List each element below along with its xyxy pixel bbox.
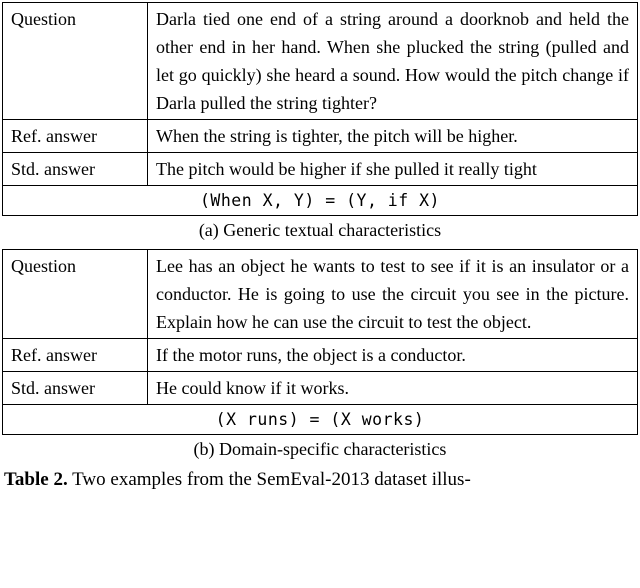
table-caption [2,468,638,492]
subtable-caption-a: (a) Generic textual characteristics [198,220,442,240]
row-content-ref-answer-b: If the motor runs, the object is a conductor. [148,339,638,372]
pattern-row-b [3,405,638,435]
table-generic-characteristics [2,2,638,216]
table-row-question-b [3,250,638,339]
row-label-std-answer-a: Std. answer [3,153,148,186]
table-row-std-answer-a [3,153,638,186]
pattern-row-a [3,186,638,216]
table-domain-characteristics [2,249,638,435]
table-caption-text: Two examples from the SemEval-2013 dataset illus- [72,469,471,490]
table-row-question-a [3,3,638,120]
row-label-std-answer-b: Std. answer [3,372,148,405]
row-content-std-answer-b: He could know if it works. [148,372,638,405]
row-content-question-a: Darla tied one end of a string around a doorknob and held the other end in her hand. When she plucked the string (pulled and let go quickly) she heard a sound. How would the pitch change if Darla pulled the string tighter? [148,3,638,120]
pattern-text-a: (When X, Y) = (Y, if X) [3,186,638,216]
table-caption-label: Table 2. [4,469,68,490]
row-content-question-b: Lee has an object he wants to test to see if it is an insulator or a conductor. He is going to use the circuit you see in the picture. Explain how he can use the circuit to test the object. [148,250,638,339]
table-row-ref-answer-b [3,339,638,372]
row-label-ref-answer-a: Ref. answer [3,120,148,153]
table-row-ref-answer-a [3,120,638,153]
row-label-question-a: Question [3,3,148,120]
row-label-ref-answer-b: Ref. answer [3,339,148,372]
pattern-text-b: (X runs) = (X works) [3,405,638,435]
row-label-question-b: Question [3,250,148,339]
table-row-std-answer-b [3,372,638,405]
row-content-ref-answer-a: When the string is tighter, the pitch will be higher. [148,120,638,153]
subtable-caption-b: (b) Domain-specific characteristics [193,439,447,459]
row-content-std-answer-a: The pitch would be higher if she pulled it really tight [148,153,638,186]
